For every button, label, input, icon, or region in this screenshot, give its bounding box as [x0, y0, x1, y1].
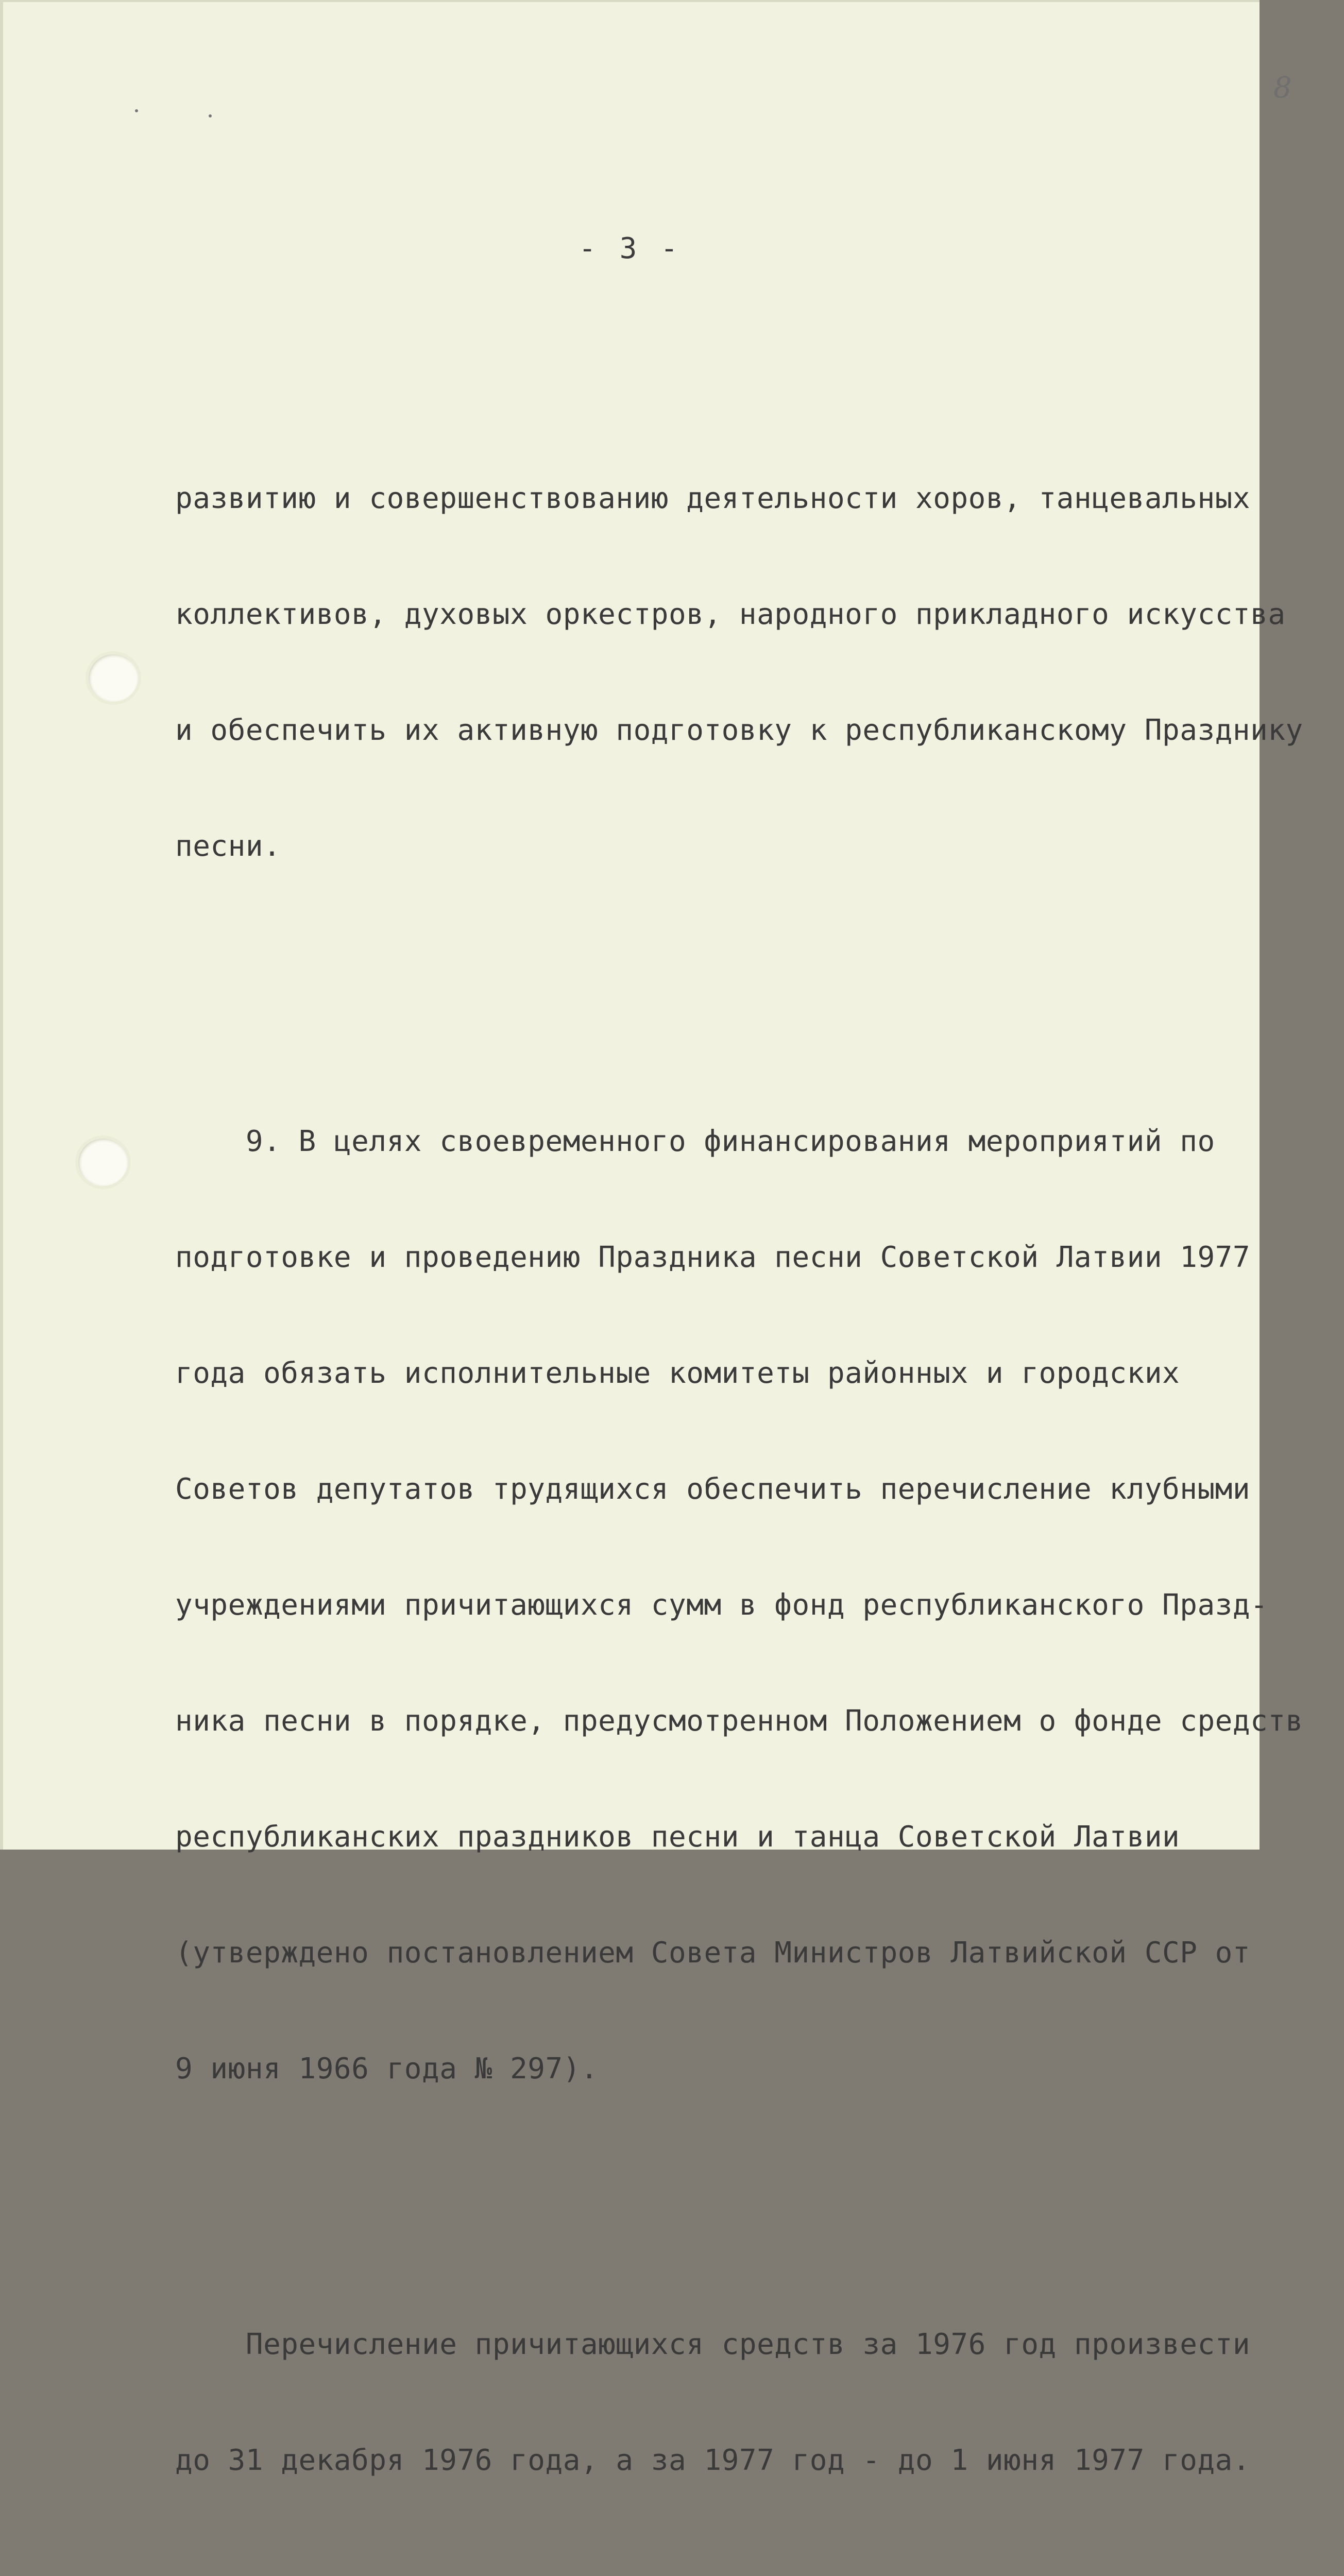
- punch-hole: [78, 1139, 128, 1186]
- speck: [209, 114, 212, 117]
- text-line: песни.: [175, 829, 281, 863]
- text-line: до 31 декабря 1976 года, а за 1977 год - до 1 июня 1977 года.: [175, 2444, 1251, 2477]
- text-line: Перечисление причитающихся средств за 1976 год произвести: [175, 2328, 1251, 2361]
- text-line: коллективов, духовых оркестров, народного прикладного искусства: [175, 598, 1286, 631]
- text-line: развитию и совершенствованию деятельности хоров, танцевальных: [175, 482, 1251, 515]
- text-line: 9 июня 1966 года № 297).: [175, 2052, 599, 2086]
- paragraph-8-continued: [175, 402, 1303, 943]
- text-line: ника песни в порядке, предусмотренном Положением о фонде средств: [175, 1704, 1303, 1738]
- text-line: подготовке и проведению Праздника песни Советской Латвии 1977: [175, 1241, 1251, 1274]
- document-body: [175, 325, 1303, 2576]
- text-line: и обеспечить их активную подготовку к республиканскому Празднику: [175, 714, 1303, 747]
- paragraph-9: [175, 1045, 1303, 2165]
- text-line: 9. В целях своевременного финансирования мероприятий по: [175, 1125, 1215, 1158]
- text-line: года обязать исполнительные комитеты районных и городских: [175, 1357, 1180, 1390]
- archive-page-mark: 8: [1273, 71, 1292, 105]
- text-line: республиканских праздников песни и танца Советской Латвии: [175, 1820, 1180, 1854]
- text-line: (утверждено постановлением Совета Министров Латвийской ССР от: [175, 1936, 1251, 1970]
- page-number: - 3 -: [579, 232, 681, 265]
- text-line: Советов депутатов трудящихся обеспечить перечисление клубными: [175, 1472, 1251, 1506]
- paragraph-9-transfer: [175, 2248, 1278, 2557]
- text-line: учреждениями причитающихся сумм в фонд республиканского Празд-: [175, 1588, 1268, 1622]
- punch-hole: [89, 654, 138, 702]
- speck: [135, 109, 138, 112]
